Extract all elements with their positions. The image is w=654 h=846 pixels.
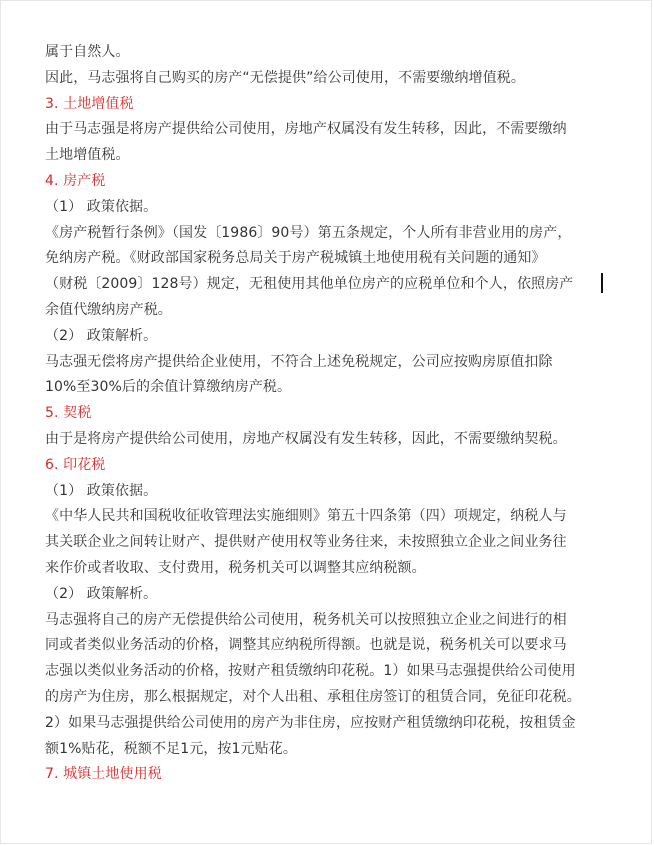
paragraph-line: （1） 政策依据。: [45, 482, 158, 499]
paragraph-line: 马志强将自己的房产无偿提供给公司使用，税务机关可以按照独立企业之间进行的相: [45, 611, 567, 628]
document-body: [45, 40, 615, 788]
paragraph-line: 10%至30%后的余值计算缴纳房产税。: [45, 379, 292, 396]
section-heading: 6. 印花税: [45, 456, 106, 473]
section-heading: 3. 土地增值税: [45, 95, 134, 112]
paragraph-line: （财税〔2009〕128号）规定，无租使用其他单位房产的应税单位和个人，依照房产: [45, 276, 574, 293]
paragraph-line: （2） 政策解析。: [45, 327, 158, 344]
section-heading: 5. 契税: [45, 405, 92, 422]
section-heading: 7. 城镇土地使用税: [45, 766, 162, 783]
paragraph-line: 额1%贴花，税额不足1元，按1元贴花。: [45, 740, 297, 757]
paragraph-line: 《房产税暂行条例》（国发〔1986〕90号）第五条规定，个人所有非营业用的房产，: [45, 224, 572, 241]
paragraph-line: 同或者类似业务活动的价格，调整其应纳税所得额。也就是说，税务机关可以要求马: [45, 637, 567, 654]
section-heading: 4. 房产税: [45, 172, 106, 189]
text-cursor: [601, 273, 603, 293]
paragraph-line: 2）如果马志强提供给公司使用的房产为非住房，应按财产租赁缴纳印花税，按租赁金: [45, 714, 576, 731]
paragraph-line: 土地增值税。: [45, 147, 130, 164]
paragraph-line: 《中华人民共和国税收征收管理法实施细则》第五十四条第（四）项规定，纳税人与: [45, 508, 567, 525]
paragraph-line: 因此，马志强将自己购买的房产“无偿提供”给公司使用，不需要缴纳增值税。: [45, 69, 526, 86]
paragraph-line: 来作价或者收取、支付费用，税务机关可以调整其应纳税额。: [45, 559, 426, 576]
paragraph-line: 免纳房产税。《财政部国家税务总局关于房产税城镇土地使用税有关问题的通知》: [45, 250, 546, 267]
paragraph-line: （1） 政策依据。: [45, 198, 158, 215]
paragraph-line: （2） 政策解析。: [45, 585, 158, 602]
paragraph-line: 属于自然人。: [45, 44, 130, 60]
paragraph-line: 由于是将房产提供给公司使用，房地产权属没有发生转移，因此，不需要缴纳契税。: [45, 430, 567, 447]
paragraph-line: 余值代缴纳房产税。: [45, 301, 172, 318]
paragraph-line: 的房产为住房，那么根据规定，对个人出租、承租住房签订的租赁合同，免征印花税。: [45, 688, 581, 705]
paragraph-line: 其关联企业之间转让财产、提供财产使用权等业务往来，未按照独立企业之间业务往: [45, 534, 567, 551]
paragraph-line: 志强以类似业务活动的价格，按财产租赁缴纳印花税。1）如果马志强提供给公司使用: [45, 663, 576, 680]
paragraph-line: 马志强无偿将房产提供给企业使用，不符合上述免税规定，公司应按购房原值扣除: [45, 353, 553, 370]
paragraph-line: 由于马志强是将房产提供给公司使用，房地产权属没有发生转移，因此，不需要缴纳: [45, 121, 567, 138]
